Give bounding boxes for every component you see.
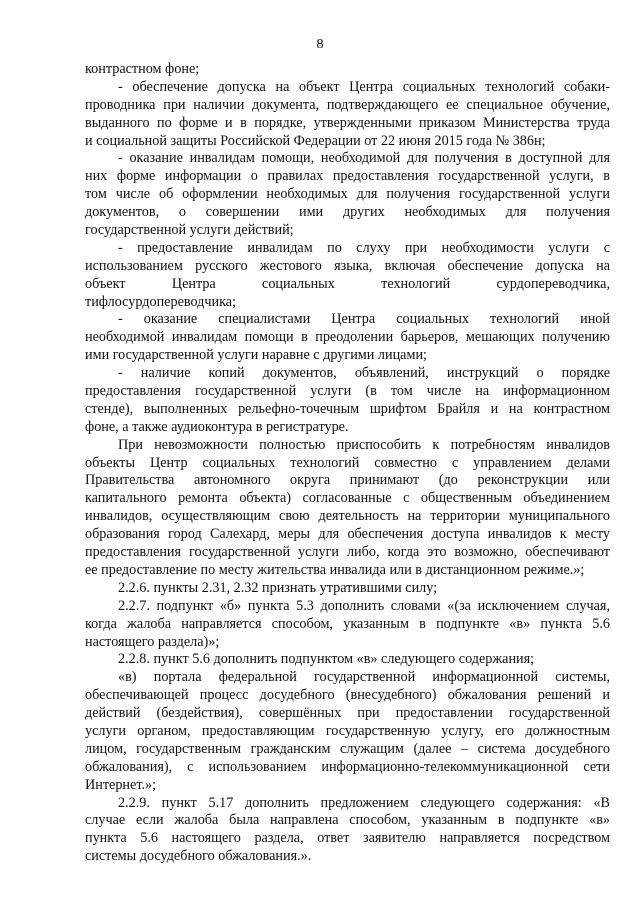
text-line: ими государственной услуги наравне с другими лицами; — [85, 347, 427, 364]
text-line: Интернет.»; — [85, 776, 157, 793]
text-line: лицом, государственным гражданским служащим (далее – система досудебного — [85, 740, 610, 757]
text-line: - наличие копий документов, объявлений, инструкций о порядке — [118, 365, 610, 382]
text-line: пункта 5.6 настоящего раздела, ответ заявителю направляется посредством — [85, 830, 610, 847]
text-line: 2.2.9. пункт 5.17 дополнить предложением следующего содержания: «В — [118, 794, 610, 811]
text-line: стенде), выполненных рельефно-точечным шрифтом Брайля и на контрастном — [85, 400, 610, 417]
text-line: Правительства автономного округа принимают (до реконструкции или — [85, 472, 610, 489]
text-line: настоящего раздела)»; — [85, 633, 220, 650]
text-line: выданного по форме и в порядке, утвержденными приказом Министерства труда — [85, 114, 610, 131]
text-line: объекты Центр социальных технологий совместно с управлением делами — [85, 454, 610, 471]
text-line: обеспечивающей процесс досудебного (внесудебного) обжалования решений и — [85, 687, 610, 704]
text-line: ее предоставление по месту жительства инвалида или в дистанционном режиме.»; — [85, 561, 585, 578]
text-line: 2.2.6. пункты 2.31, 2.32 признать утратившими силу; — [118, 579, 438, 596]
text-line: 2.2.8. пункт 5.6 дополнить подпунктом «в» следующего содержания; — [118, 651, 535, 668]
text-line: необходимой инвалидам помощи в преодолении барьеров, мешающих получению — [85, 329, 610, 346]
text-line: предоставления государственной услуги (в том числе на информационном — [85, 383, 610, 400]
text-line: системы досудебного обжалования.». — [85, 848, 312, 865]
page-number: 8 — [316, 37, 324, 52]
text-line: тифлосурдопереводчика; — [85, 293, 237, 310]
text-line: проводника при наличии документа, подтверждающего ее специальное обучение, — [85, 96, 610, 113]
text-line: образования город Салехард, меры для обеспечения доступа инвалидов к месту — [85, 526, 610, 543]
text-line: контрастном фоне; — [85, 61, 200, 77]
text-line: При невозможности полностью приспособить к потребностям инвалидов — [118, 436, 610, 453]
text-line: - обеспечение допуска на объект Центра социальных технологий собаки- — [118, 78, 610, 95]
text-line: государственной услуги действий; — [85, 222, 294, 239]
text-line: - предоставление инвалидам по слуху при необходимости услуги с — [118, 239, 610, 256]
text-line: действий (бездействия), совершённых при предоставлении государственной — [85, 705, 610, 722]
text-line: - оказание специалистами Центра социальных технологий иной — [118, 311, 610, 328]
text-line: использованием русского жестового языка, включая обеспечение допуска на — [85, 257, 610, 274]
text-line: том числе об оформлении необходимых для получения государственной услуги — [85, 186, 610, 203]
text-line: услуги органом, предоставляющим государственную услугу, его должностным — [85, 722, 610, 739]
text-line: 2.2.7. подпункт «б» пункта 5.3 дополнить словами «(за исключением случая, — [118, 597, 610, 614]
text-line: обжалования), с использованием информационно-телекоммуникационной сети — [85, 758, 610, 775]
document-body — [85, 61, 610, 866]
text-line: них форме информации о правилах предоставления государственной услуги, в — [85, 168, 610, 185]
text-line: инвалидов, осуществляющим свою деятельность на территории муниципального — [85, 508, 610, 525]
text-line: - оказание инвалидам помощи, необходимой для получения в доступной для — [118, 150, 610, 167]
text-line: случае если жалоба была направлена способом, указанным в подпункте «в» — [85, 812, 610, 829]
text-line: капитального ремонта объекта) согласованные с общественным объединением — [85, 490, 610, 507]
text-line: предоставления государственной услуги либо, когда это возможно, обеспечивают — [85, 544, 610, 561]
text-line: «в) портала федеральной государственной информационной системы, — [118, 669, 610, 686]
text-line: и социальной защиты Российской Федерации от 22 июня 2015 года № 386н; — [85, 132, 546, 149]
text-line: объект Центра социальных технологий сурдопереводчика, — [85, 275, 610, 292]
text-line: фоне, а также аудиоконтура в регистратуре. — [85, 418, 349, 435]
text-line: когда жалоба направляется способом, указанным в подпункте «в» пункта 5.6 — [85, 615, 610, 632]
text-line: документов, о совершении ими других необходимых для получения — [85, 204, 610, 221]
